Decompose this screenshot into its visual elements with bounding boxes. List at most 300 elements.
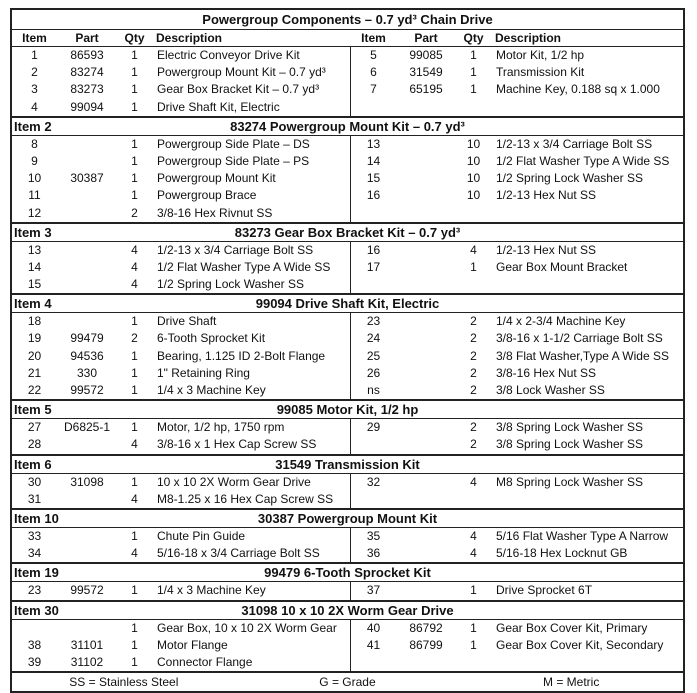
quantity: 4 — [131, 437, 138, 452]
description: Gear Box Cover Kit, Primary — [496, 620, 648, 635]
description: M8 Spring Lock Washer SS — [496, 474, 643, 489]
table-row — [12, 313, 350, 330]
description: Transmission Kit — [496, 65, 585, 80]
part-number — [396, 382, 456, 399]
description: 5/16 Flat Washer Type A Narrow — [496, 528, 669, 543]
quantity: 1 — [131, 383, 138, 397]
table-row — [12, 654, 350, 671]
item-number: 9 — [31, 153, 38, 168]
item-number: 24 — [366, 331, 381, 346]
item-number: 34 — [27, 546, 42, 561]
table-row — [12, 348, 350, 365]
item-number: 3 — [31, 82, 38, 97]
table-row — [12, 47, 350, 64]
quantity: 1 — [131, 528, 138, 543]
item-number: 7 — [370, 82, 377, 97]
part-number — [57, 153, 117, 170]
col-item: Item — [22, 31, 47, 45]
quantity: 4 — [470, 528, 477, 543]
description: Motor Flange — [157, 637, 228, 652]
column-header-row — [12, 30, 683, 47]
item-number — [351, 654, 396, 671]
description: Drive Shaft — [157, 314, 217, 329]
item-number: 6 — [370, 65, 377, 80]
table-row — [351, 47, 687, 64]
description: 3/8 Lock Washer SS — [496, 383, 605, 397]
quantity: 10 — [466, 153, 481, 168]
quantity: 10 — [466, 171, 481, 186]
col-description: Description — [495, 31, 562, 45]
part-number — [396, 365, 456, 382]
table-row — [351, 637, 687, 654]
part-number — [396, 654, 456, 671]
table-row — [12, 170, 350, 187]
description: Electric Conveyor Drive Kit — [157, 48, 300, 62]
table-row — [12, 419, 350, 436]
table-row — [12, 436, 350, 453]
description: Powergroup Side Plate – PS — [157, 153, 310, 168]
legend-grade: G = Grade — [319, 675, 376, 690]
description: Powergroup Mount Kit – 0.7 yd³ — [157, 65, 326, 80]
part-number — [57, 313, 117, 330]
part-number: 31098 — [70, 474, 104, 489]
quantity: 2 — [470, 437, 477, 452]
table-row — [351, 545, 687, 562]
quantity: 1 — [131, 99, 138, 114]
section-right-column — [351, 620, 687, 672]
section-left-column — [12, 136, 351, 222]
item-number: 14 — [366, 153, 381, 168]
description: Bearing, 1.125 ID 2-Bolt Flange — [157, 348, 326, 363]
description — [491, 276, 687, 293]
section-title: 99085 Motor Kit, 1/2 hp — [276, 402, 419, 418]
quantity: 2 — [470, 331, 477, 346]
part-number — [57, 259, 117, 276]
description: 3/8 Spring Lock Washer SS — [496, 437, 643, 452]
item-number: 1 — [31, 48, 38, 62]
part-number: 31102 — [70, 654, 104, 669]
section-left-column — [12, 313, 351, 399]
part-number: D6825-1 — [63, 420, 111, 435]
section-item-label: Item 3 — [14, 224, 52, 240]
section-right-column — [351, 313, 687, 399]
description: Gear Box Cover Kit, Secondary — [496, 637, 664, 652]
quantity: 4 — [470, 474, 477, 489]
item-number: ns — [367, 383, 380, 397]
section-left-column — [12, 528, 351, 562]
quantity: 1 — [470, 65, 477, 80]
part-number — [396, 313, 456, 330]
section-rows — [12, 620, 683, 672]
part-number — [396, 528, 456, 545]
description — [491, 99, 687, 116]
item-number: 14 — [27, 259, 42, 274]
item-number: 36 — [366, 546, 381, 561]
part-number — [57, 436, 117, 453]
table-row — [12, 64, 350, 81]
item-number — [351, 436, 396, 453]
part-number — [396, 99, 456, 116]
part-number — [57, 528, 117, 545]
section-left-column — [12, 419, 351, 453]
table-row — [12, 99, 350, 116]
table-row — [351, 528, 687, 545]
quantity: 4 — [470, 546, 477, 561]
quantity — [456, 99, 491, 116]
quantity: 1 — [131, 136, 138, 151]
table-row — [351, 276, 687, 293]
quantity: 1 — [131, 188, 138, 203]
description: 1/2 Flat Washer Type A Wide SS — [157, 259, 331, 274]
table-row — [351, 99, 687, 116]
section-item-label: Item 10 — [14, 510, 59, 526]
description: 1/2-13 x 3/4 Carriage Bolt SS — [496, 136, 653, 151]
section-left-column — [12, 242, 351, 294]
item-number: 26 — [366, 365, 381, 380]
section-rows — [12, 47, 683, 116]
description — [491, 205, 687, 222]
quantity: 2 — [470, 420, 477, 435]
quantity — [456, 654, 491, 671]
quantity: 4 — [131, 546, 138, 561]
legend-stainless: SS = Stainless Steel — [69, 675, 179, 690]
quantity: 1 — [131, 348, 138, 363]
quantity: 4 — [470, 242, 477, 257]
item-number: 19 — [27, 331, 42, 346]
table-row — [351, 64, 687, 81]
legend-footer — [12, 671, 683, 691]
part-number — [396, 153, 456, 170]
part-number: 330 — [76, 365, 98, 380]
description: 1/4 x 3 Machine Key — [157, 583, 266, 598]
section-right-column — [351, 242, 687, 294]
section-header — [12, 508, 683, 528]
description: Chute Pin Guide — [157, 528, 246, 543]
item-number: 23 — [366, 314, 381, 329]
table-row — [351, 187, 687, 204]
description: 1/2-13 Hex Nut SS — [496, 242, 597, 257]
item-number — [351, 276, 396, 293]
description: M8-1.25 x 16 Hex Cap Screw SS — [157, 491, 334, 506]
part-number: 83273 — [70, 82, 104, 97]
item-number: 30 — [27, 474, 42, 489]
table-row — [12, 637, 350, 654]
table-row — [351, 582, 687, 599]
description: Connector Flange — [157, 654, 253, 669]
col-qty: Qty — [124, 31, 145, 45]
col-description: Description — [156, 31, 223, 45]
item-number: 41 — [366, 637, 381, 652]
section-rows — [12, 136, 683, 222]
section-header — [12, 454, 683, 474]
quantity: 1 — [131, 314, 138, 329]
part-number — [396, 205, 456, 222]
section-right-column — [351, 474, 687, 508]
quantity: 2 — [470, 365, 477, 380]
section-item-label: Item 4 — [14, 296, 52, 312]
table-row — [351, 365, 687, 382]
description: 10 x 10 2X Worm Gear Drive — [157, 474, 311, 489]
part-number — [57, 276, 117, 293]
table-row — [12, 153, 350, 170]
quantity: 2 — [470, 348, 477, 363]
quantity — [456, 276, 491, 293]
table-row — [351, 382, 687, 399]
quantity: 1 — [131, 153, 138, 168]
item-number: 28 — [27, 437, 42, 452]
description: Drive Shaft Kit, Electric — [157, 99, 280, 114]
section-right-column — [351, 528, 687, 562]
table-row — [12, 330, 350, 347]
description: 1/4 x 3 Machine Key — [157, 383, 266, 397]
quantity: 2 — [131, 331, 138, 346]
part-number: 65195 — [409, 82, 443, 97]
section-title: 31549 Transmission Kit — [275, 456, 420, 472]
part-number — [396, 170, 456, 187]
quantity: 10 — [466, 136, 481, 151]
quantity: 10 — [466, 188, 481, 203]
item-number: 16 — [366, 188, 381, 203]
part-number — [396, 187, 456, 204]
table-row — [351, 330, 687, 347]
item-number: 12 — [27, 205, 42, 220]
item-number: 17 — [366, 259, 381, 274]
item-number — [351, 491, 396, 508]
item-number: 2 — [31, 65, 38, 80]
quantity: 2 — [470, 314, 477, 329]
part-number: 30387 — [70, 171, 104, 186]
quantity: 1 — [470, 637, 477, 652]
section-right-column — [351, 47, 687, 116]
item-number: 11 — [28, 188, 41, 203]
description: 1/2 Spring Lock Washer SS — [157, 277, 304, 292]
description — [491, 491, 687, 508]
description: Powergroup Mount Kit — [157, 171, 276, 186]
section-title: 30387 Powergroup Mount Kit — [257, 510, 438, 526]
part-number — [57, 242, 117, 259]
description: 1/2-13 x 3/4 Carriage Bolt SS — [157, 242, 314, 257]
table-row — [351, 170, 687, 187]
part-number — [396, 419, 456, 436]
part-number — [57, 205, 117, 222]
part-number — [396, 242, 456, 259]
table-row — [12, 528, 350, 545]
part-number — [396, 276, 456, 293]
quantity: 2 — [470, 383, 477, 397]
parts-table — [10, 8, 685, 693]
part-number — [57, 491, 117, 508]
part-number — [396, 259, 456, 276]
section-rows — [12, 582, 683, 599]
item-number: 35 — [366, 528, 381, 543]
part-number: 99572 — [70, 383, 104, 397]
description: 1/4 x 2-3/4 Machine Key — [496, 314, 626, 329]
part-number — [396, 436, 456, 453]
item-number: 40 — [366, 620, 381, 635]
table-row — [12, 491, 350, 508]
part-number: 99479 — [70, 331, 104, 346]
section-header — [12, 399, 683, 419]
quantity: 1 — [470, 48, 477, 62]
col-part: Part — [75, 31, 99, 45]
section-rows — [12, 242, 683, 294]
table-row — [12, 382, 350, 399]
part-number: 86593 — [70, 48, 104, 62]
description: Powergroup Brace — [157, 188, 257, 203]
item-number: 27 — [27, 420, 42, 435]
table-row — [12, 276, 350, 293]
quantity: 1 — [470, 620, 477, 635]
item-number — [351, 99, 396, 116]
sections — [12, 47, 683, 671]
description: 6-Tooth Sprocket Kit — [157, 331, 266, 346]
section-header — [12, 222, 683, 242]
item-number: 31 — [27, 491, 42, 506]
col-part: Part — [414, 31, 438, 45]
section-right-column — [351, 419, 687, 453]
table-row — [351, 259, 687, 276]
description: 5/16-18 Hex Locknut GB — [496, 546, 628, 561]
quantity: 1 — [470, 259, 477, 274]
table-title: Powergroup Components – 0.7 yd³ Chain Drive — [12, 10, 683, 30]
part-number — [57, 620, 117, 637]
description: 3/8 Spring Lock Washer SS — [496, 420, 643, 435]
part-number: 99572 — [70, 583, 104, 598]
part-number — [57, 136, 117, 153]
description: 1/2-13 Hex Nut SS — [496, 188, 597, 203]
part-number — [396, 348, 456, 365]
section-rows — [12, 528, 683, 562]
section-left-column — [12, 47, 351, 116]
quantity: 1 — [131, 365, 138, 380]
item-number — [12, 620, 57, 637]
table-row — [351, 620, 687, 637]
item-number: 32 — [366, 474, 381, 489]
description: Drive Sprocket 6T — [496, 583, 593, 598]
quantity: 1 — [131, 583, 138, 598]
section-title: 83274 Powergroup Mount Kit – 0.7 yd³ — [230, 118, 465, 134]
section-item-label: Item 6 — [14, 456, 52, 472]
quantity: 1 — [131, 654, 138, 669]
table-row — [12, 136, 350, 153]
part-number: 94536 — [70, 348, 104, 363]
table-row — [351, 153, 687, 170]
description: 1" Retaining Ring — [157, 365, 250, 380]
description: Powergroup Side Plate – DS — [157, 136, 310, 151]
table-row — [12, 187, 350, 204]
section-rows — [12, 474, 683, 508]
quantity: 2 — [131, 205, 138, 220]
part-number: 83274 — [70, 65, 104, 80]
part-number — [57, 545, 117, 562]
part-number — [57, 187, 117, 204]
quantity: 1 — [131, 637, 138, 652]
section-header — [12, 116, 683, 136]
quantity: 1 — [131, 474, 138, 489]
quantity: 1 — [131, 171, 138, 186]
part-number — [396, 474, 456, 491]
item-number: 16 — [366, 242, 381, 257]
table-row — [351, 242, 687, 259]
table-row — [351, 436, 687, 453]
item-number: 13 — [27, 242, 42, 257]
item-number: 22 — [27, 383, 42, 397]
item-number: 21 — [27, 365, 42, 380]
table-row — [12, 474, 350, 491]
quantity — [456, 205, 491, 222]
item-number: 25 — [366, 348, 381, 363]
item-number: 23 — [27, 583, 42, 598]
item-number: 39 — [27, 654, 42, 669]
section-rows — [12, 419, 683, 453]
section-item-label: Item 30 — [14, 602, 59, 618]
item-number: 18 — [27, 314, 42, 329]
table-row — [351, 654, 687, 671]
description: 3/8 Flat Washer,Type A Wide SS — [496, 348, 669, 363]
part-number: 86792 — [409, 620, 443, 635]
section-item-label: Item 2 — [14, 118, 52, 134]
section-left-column — [12, 582, 351, 599]
table-row — [12, 545, 350, 562]
table-row — [351, 474, 687, 491]
part-number — [396, 330, 456, 347]
table-row — [12, 582, 350, 599]
section-rows — [12, 313, 683, 399]
item-number: 33 — [27, 528, 42, 543]
section-header — [12, 293, 683, 313]
section-title: 83273 Gear Box Bracket Kit – 0.7 yd³ — [234, 224, 461, 240]
quantity: 4 — [131, 259, 138, 274]
part-number: 86799 — [409, 637, 443, 652]
quantity: 1 — [131, 65, 138, 80]
section-item-label: Item 5 — [14, 402, 52, 418]
section-title: 31098 10 x 10 2X Worm Gear Drive — [241, 602, 454, 618]
item-number: 15 — [366, 171, 381, 186]
description: Gear Box Mount Bracket — [496, 259, 628, 274]
description — [491, 654, 687, 671]
col-item: Item — [361, 31, 386, 45]
description: 1/2 Flat Washer Type A Wide SS — [496, 153, 670, 168]
table-row — [12, 259, 350, 276]
description: 3/8-16 Hex Nut SS — [496, 365, 597, 380]
quantity: 4 — [131, 242, 138, 257]
section-right-column — [351, 582, 687, 599]
description: Machine Key, 0.188 sq x 1.000 — [496, 82, 660, 97]
section-title: 99479 6-Tooth Sprocket Kit — [264, 565, 431, 581]
quantity: 1 — [131, 620, 138, 635]
part-number: 31101 — [70, 637, 104, 652]
section-left-column — [12, 620, 351, 672]
table-row — [351, 313, 687, 330]
quantity: 1 — [131, 420, 138, 435]
item-number: 29 — [366, 420, 381, 435]
section-right-column — [351, 136, 687, 222]
description: Motor, 1/2 hp, 1750 rpm — [157, 420, 285, 435]
description: 1/2 Spring Lock Washer SS — [496, 171, 643, 186]
table-row — [12, 205, 350, 222]
description: Gear Box, 10 x 10 2X Worm Gear — [157, 620, 337, 635]
legend-metric: M = Metric — [542, 675, 600, 690]
item-number: 10 — [27, 171, 42, 186]
part-number — [396, 136, 456, 153]
part-number — [396, 545, 456, 562]
table-row — [351, 491, 687, 508]
quantity: 4 — [131, 277, 138, 292]
description: Motor Kit, 1/2 hp — [496, 48, 585, 62]
description: 3/8-16 x 1 Hex Cap Screw SS — [157, 437, 317, 452]
description: Gear Box Bracket Kit – 0.7 yd³ — [157, 82, 320, 97]
quantity: 1 — [470, 82, 477, 97]
